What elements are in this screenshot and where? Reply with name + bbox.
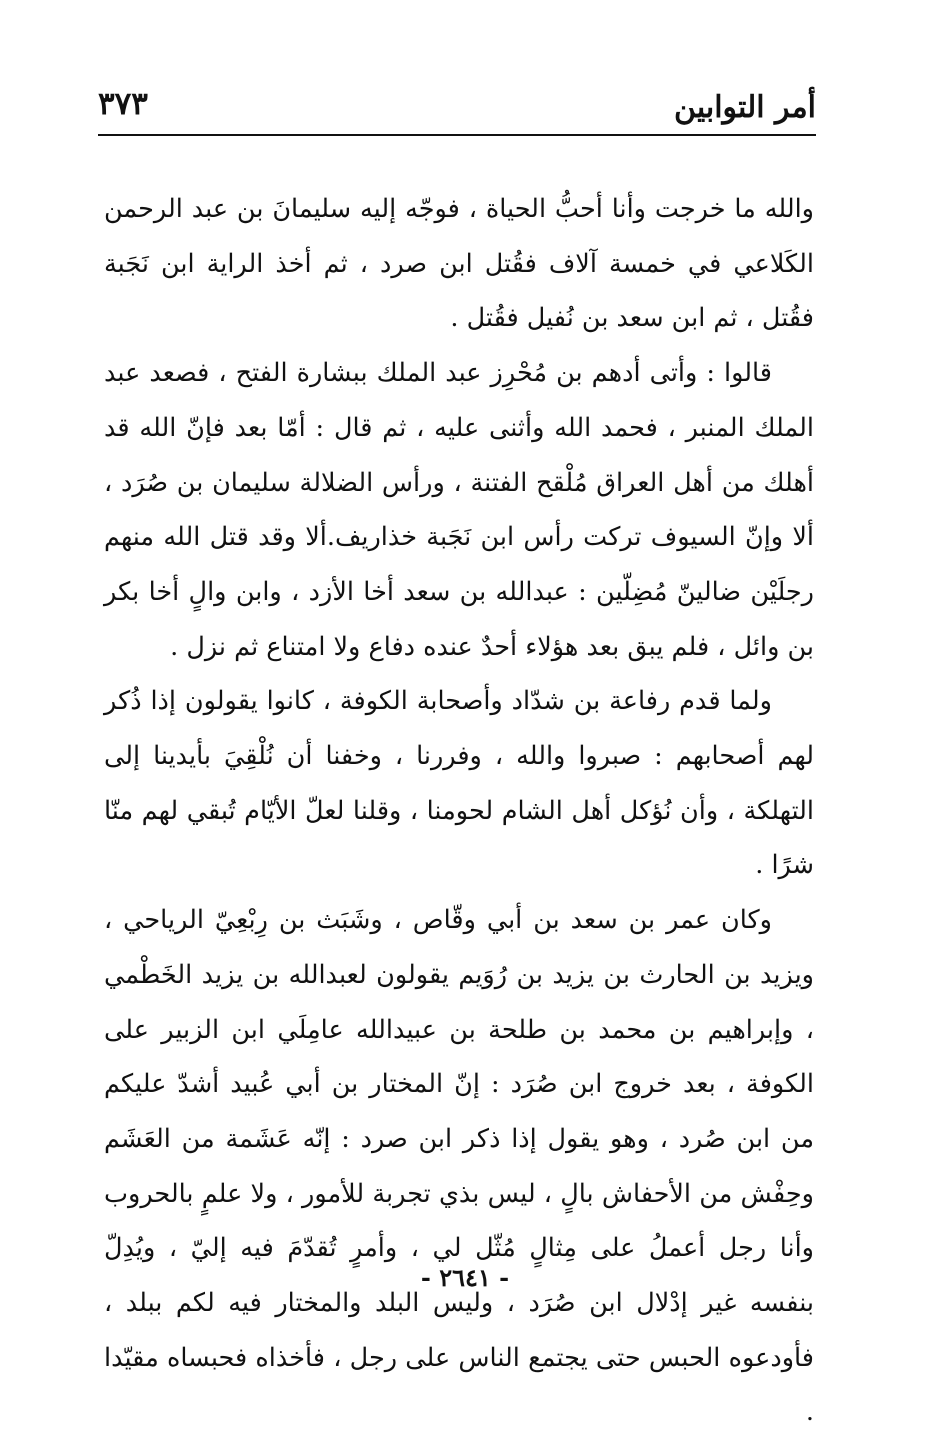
paragraph-4: وكان عمر بن سعد بن أبي وقّاص ، وشَبَث بن رِبْعِيّ الرياحي ، ويزيد بن الحارث بن يزيد بن رُوَيم يقولون لعبدالله بن يزيد الخَطْمي ، وإبراهيم بن محمد بن طلحة بن عبيدالله عامِلَي ابن الزبير على الكوفة ، بعد خروج ابن صُرَد : إنّ المختار بن أبي عُبيد أشدّ عليكم من ابن صُرد ، وهو يقول إذا ذكر ابن صرد : إنّه عَشَمة من العَشَم وحِفْش من الأحفاش بالٍ ، ليس بذي تجربة للأمور ، ولا علمٍ بالحروب وأنا رجل أعملُ على مِثالٍ مُثّل لي ، وأمرٍ تُقدّمَ فيه إليّ ، ويُدِلّ بنفسه غير إدْلال ابن صُرَد ، وليس البلد والمختار فيه لكم ببلد ، فأودعوه الحبس حتى يجتمع الناس على رجل ، فأخذاه فحبساه مقيّدا . [104,905,814,1428]
page-number-top: ٣٧٣ [98,86,148,122]
footer-page-number: - ٢٦٤١ - [420,1263,510,1292]
paragraph-3: ولما قدم رفاعة بن شدّاد وأصحابة الكوفة ، كانوا يقولون إذا ذُكر لهم أصحابهم : صبروا والله ، وفررنا ، وخفنا أن نُلْقِيَ بأيدينا إلى التهلكة ، وأن نُؤكل أهل الشام لحومنا ، وقلنا لعلّ الأيّام تُبقي لهم منّا شرًا . [104,686,814,881]
header-rule [98,134,816,136]
page-header [98,78,816,130]
paragraph-1: والله ما خرجت وأنا أحبُّ الحياة ، فوجّه إليه سليمانَ بن عبد الرحمن الكَلاعي في خمسة آلاف فقُتل ابن صرد ، ثم أخذ الراية ابن نَجَبة فقُتل ، ثم ابن سعد بن نُفيل فقُتل . [104,194,814,334]
paragraph-2: قالوا : وأتى أدهم بن مُحْرِز عبد الملك ببشارة الفتح ، فصعد عبد الملك المنبر ، فحمد الله وأثنى عليه ، ثم قال : أمّا بعد فإنّ الله قد أهلك من أهل العراق مُلْقح الفتنة ، ورأس الضلالة سليمان بن صُرَد ، ألا وإنّ السيوف تركت رأس ابن نَجَبة خذاريف.ألا وقد قتل الله منهم رجلَيْن ضالينّ مُضِلّين : عبدالله بن سعد أخا الأزد ، وابن والٍ أخا بكر بن وائل ، فلم يبق بعد هؤلاء أحدٌ عنده دفاع ولا امتناع ثم نزل . [104,358,815,662]
running-title: أمر التوابين [673,90,816,125]
body-text [104,182,814,1440]
